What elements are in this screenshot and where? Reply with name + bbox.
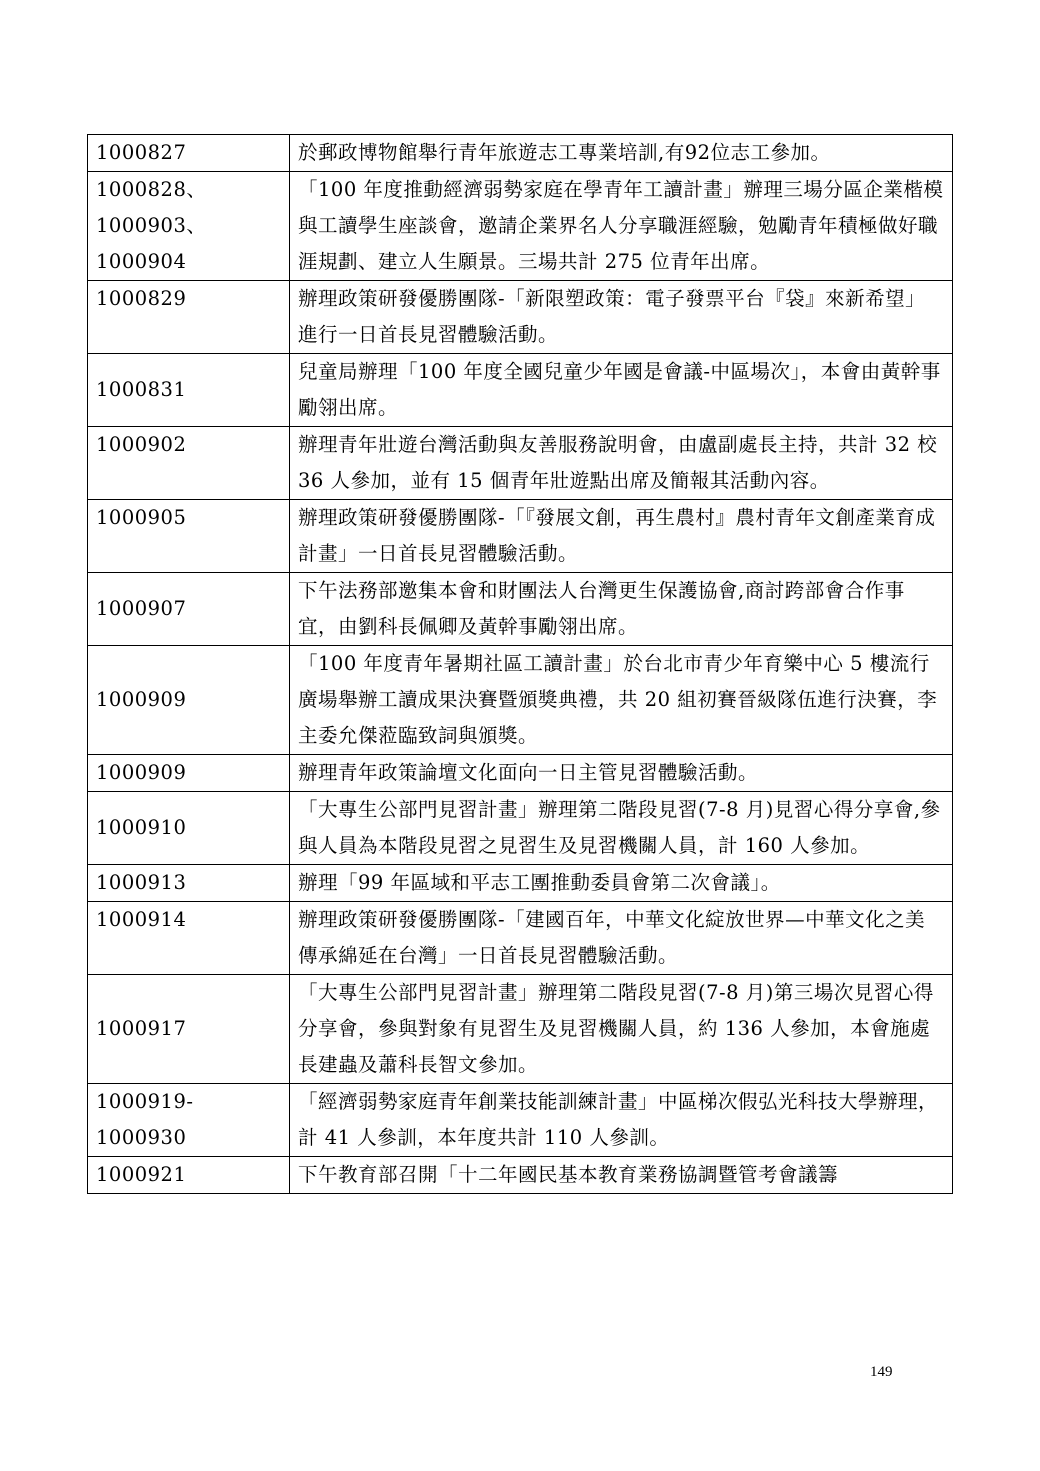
description-cell: 辦理政策研發優勝團隊-「新限塑政策：電子發票平台『袋』來新希望」進行一日首長見習體驗活動。 xyxy=(290,281,953,354)
date-cell: 1000913 xyxy=(88,865,290,902)
date-cell: 1000828、1000903、1000904 xyxy=(88,172,290,281)
table-row xyxy=(88,172,953,281)
description-cell: 「經濟弱勢家庭青年創業技能訓練計畫」中區梯次假弘光科技大學辦理，計 41 人參訓，本年度共計 110 人參訓。 xyxy=(290,1084,953,1157)
table-row xyxy=(88,354,953,427)
table-row xyxy=(88,427,953,500)
description-cell: 辦理青年政策論壇文化面向一日主管見習體驗活動。 xyxy=(290,755,953,792)
date-cell: 1000921 xyxy=(88,1157,290,1194)
date-cell: 1000905 xyxy=(88,500,290,573)
table-row xyxy=(88,792,953,865)
table-row xyxy=(88,281,953,354)
description-cell: 於郵政博物館舉行青年旅遊志工專業培訓,有92位志工參加。 xyxy=(290,135,953,172)
table-row xyxy=(88,865,953,902)
table-row xyxy=(88,1084,953,1157)
date-cell: 1000909 xyxy=(88,646,290,755)
date-cell: 1000909 xyxy=(88,755,290,792)
description-cell: 「100 年度青年暑期社區工讀計畫」於台北市青少年育樂中心 5 樓流行廣場舉辦工讀成果決賽暨頒獎典禮，共 20 組初賽晉級隊伍進行決賽，李主委允傑蒞臨致詞與頒獎。 xyxy=(290,646,953,755)
description-cell: 「大專生公部門見習計畫」辦理第二階段見習(7-8 月)見習心得分享會,參與人員為本階段見習之見習生及見習機關人員，計 160 人參加。 xyxy=(290,792,953,865)
date-cell: 1000919-1000930 xyxy=(88,1084,290,1157)
table-row xyxy=(88,646,953,755)
description-cell: 「100 年度推動經濟弱勢家庭在學青年工讀計畫」辦理三場分區企業楷模與工讀學生座談會，邀請企業界名人分享職涯經驗，勉勵青年積極做好職涯規劃、建立人生願景。三場共計 275 位青年出席。 xyxy=(290,172,953,281)
date-cell: 1000902 xyxy=(88,427,290,500)
table-row xyxy=(88,755,953,792)
table-row xyxy=(88,1157,953,1194)
table-row xyxy=(88,902,953,975)
date-cell: 1000831 xyxy=(88,354,290,427)
date-cell: 1000829 xyxy=(88,281,290,354)
table-row xyxy=(88,135,953,172)
date-cell: 1000917 xyxy=(88,975,290,1084)
description-cell: 辦理「99 年區域和平志工團推動委員會第二次會議」。 xyxy=(290,865,953,902)
date-cell: 1000910 xyxy=(88,792,290,865)
page-number: 149 xyxy=(870,1364,893,1380)
description-cell: 「大專生公部門見習計畫」辦理第二階段見習(7-8 月)第三場次見習心得分享會，參與對象有見習生及見習機關人員，約 136 人參加，本會施處長建蟲及蕭科長智文參加。 xyxy=(290,975,953,1084)
description-cell: 兒童局辦理「100 年度全國兒童少年國是會議-中區場次」，本會由黃幹事勵翎出席。 xyxy=(290,354,953,427)
date-cell: 1000914 xyxy=(88,902,290,975)
date-cell: 1000907 xyxy=(88,573,290,646)
table-row xyxy=(88,500,953,573)
table-row xyxy=(88,975,953,1084)
table-row xyxy=(88,573,953,646)
activity-log-table xyxy=(87,134,953,1194)
description-cell: 辦理政策研發優勝團隊-「『發展文創，再生農村』農村青年文創產業育成計畫」一日首長見習體驗活動。 xyxy=(290,500,953,573)
description-cell: 辦理青年壯遊台灣活動與友善服務說明會，由盧副處長主持，共計 32 校 36 人參加，並有 15 個青年壯遊點出席及簡報其活動內容。 xyxy=(290,427,953,500)
description-cell: 辦理政策研發優勝團隊-「建國百年，中華文化綻放世界—中華文化之美傳承綿延在台灣」一日首長見習體驗活動。 xyxy=(290,902,953,975)
date-cell: 1000827 xyxy=(88,135,290,172)
description-cell: 下午法務部邀集本會和財團法人台灣更生保護協會,商討跨部會合作事宜，由劉科長佩卿及黃幹事勵翎出席。 xyxy=(290,573,953,646)
description-cell: 下午教育部召開「十二年國民基本教育業務協調暨管考會議籌 xyxy=(290,1157,953,1194)
